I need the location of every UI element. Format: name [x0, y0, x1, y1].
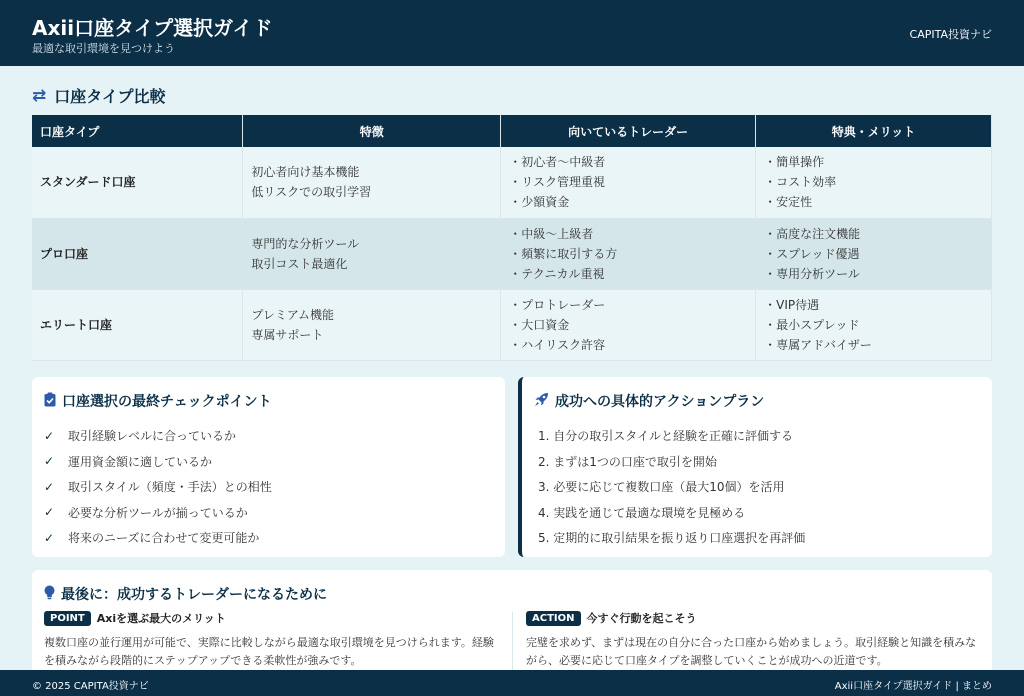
feature-item: 低リスクでの取引学習	[251, 185, 372, 200]
trader-item: ・ ハイリスク許容	[509, 335, 755, 355]
features-cell	[243, 218, 501, 289]
action-column	[526, 610, 986, 670]
checkmark-icon: ✓	[44, 479, 55, 494]
action-heading-text: 今すぐ行動を起こそう	[586, 612, 697, 625]
account-name: エリート口座	[32, 289, 243, 360]
trader-item: ・ 大口資金	[509, 315, 755, 335]
table-row	[32, 218, 992, 289]
page-title: Axii口座タイプ選択ガイド	[32, 16, 273, 40]
feature-item: 専門的な分析ツール	[251, 236, 360, 251]
list-item	[44, 449, 272, 475]
checkpoint-text: 必要な分析ツールが揃っているか	[68, 505, 248, 520]
traders-cell	[501, 218, 756, 289]
list-item: 5. 定期的に取引結果を振り返り口座選択を再評価	[538, 531, 806, 546]
checkpoint-text: 取引スタイル（頻度・手法）との相性	[68, 480, 272, 495]
trader-item: ・ 頻繁に取引する方	[509, 244, 755, 264]
merit-item: ・ 専用分析ツール	[764, 264, 991, 284]
trader-item: ・ 初心者〜中級者	[509, 152, 755, 172]
traders-cell	[501, 289, 756, 360]
trader-item: ・ プロトレーダー	[509, 295, 755, 315]
checkpoint-text: 取引経験レベルに合っているか	[68, 429, 237, 444]
action-plan-list	[538, 423, 805, 551]
footer-copyright: © 2025 CAPITA投資ナビ	[32, 681, 149, 692]
list-item: 3. 必要に応じて複数口座（最大10個）を活用	[538, 480, 785, 495]
account-comparison-table	[32, 115, 992, 361]
final-advice-card	[32, 570, 992, 680]
merit-item: ・ 最小スプレッド	[764, 315, 991, 335]
footer-page-label: Axii口座タイプ選択ガイド | まとめ	[834, 681, 992, 692]
clipboard-check-icon	[44, 392, 56, 411]
point-heading-text: Axiを選ぶ最大のメリット	[96, 612, 226, 625]
column-header: 口座タイプ	[32, 115, 243, 147]
comparison-title-text: 口座タイプ比較	[54, 87, 166, 106]
exchange-arrows-icon: ⇄	[32, 85, 47, 106]
action-body: 完璧を求めず、まずは現在の自分に合った口座から始めましょう。取引経験と知識を積みながら、必要に応じて口座タイプを調整していくことが成功への近道です。	[526, 636, 977, 667]
merits-cell	[756, 289, 992, 360]
checkmark-icon: ✓	[44, 428, 55, 443]
comparison-section-title	[32, 84, 165, 107]
trader-item: ・ テクニカル重視	[509, 264, 755, 284]
action-tag: ACTION	[526, 611, 581, 626]
feature-item: 専属サポート	[251, 327, 324, 342]
checkmark-icon: ✓	[44, 505, 55, 520]
trader-item: ・ 中級〜上級者	[509, 224, 755, 244]
table-row	[32, 289, 992, 360]
column-header: 特典・メリット	[756, 115, 992, 147]
merit-item: ・ 安定性	[764, 192, 991, 212]
action-plan-title-text: 成功への具体的アクションプラン	[555, 394, 765, 410]
table-header-row	[32, 115, 992, 147]
list-item	[44, 474, 272, 500]
merit-item: ・ 簡単操作	[764, 152, 991, 172]
list-item	[44, 525, 272, 551]
column-header: 特徴	[243, 115, 501, 147]
merit-item: ・ コスト効率	[764, 172, 991, 192]
feature-item: プレミアム機能	[251, 307, 335, 322]
checkpoint-list	[44, 423, 272, 551]
column-divider	[512, 612, 513, 672]
merit-item: ・ 高度な注文機能	[764, 224, 991, 244]
features-cell	[243, 147, 501, 218]
feature-item: 初心者向け基本機能	[251, 165, 360, 180]
trader-item: ・ リスク管理重視	[509, 172, 755, 192]
action-plan-title	[534, 391, 764, 411]
merit-item: ・ VIP待遇	[764, 295, 991, 315]
lightbulb-icon	[44, 585, 55, 604]
checkpoints-title	[44, 391, 272, 411]
page-footer	[0, 670, 1024, 696]
point-tag: POINT	[44, 611, 91, 626]
checkpoints-card	[32, 377, 505, 557]
list-item	[44, 500, 272, 526]
final-advice-title	[44, 584, 327, 604]
checkpoint-text: 運用資金額に適しているか	[68, 454, 213, 469]
merits-cell	[756, 218, 992, 289]
account-name: プロ口座	[32, 218, 243, 289]
action-heading	[526, 610, 986, 626]
point-heading	[44, 610, 504, 626]
rocket-icon	[534, 392, 549, 411]
merit-item: ・ スプレッド優遇	[764, 244, 991, 264]
checkpoint-text: 将来のニーズに合わせて変更可能か	[68, 531, 260, 546]
list-item	[44, 423, 272, 449]
table-row	[32, 147, 992, 218]
feature-item: 取引コスト最適化	[251, 256, 348, 271]
checkpoints-title-text: 口座選択の最終チェックポイント	[62, 394, 272, 410]
page-subtitle: 最適な取引環境を見つけよう	[32, 42, 175, 55]
checkmark-icon: ✓	[44, 454, 55, 469]
final-advice-title-text: 最後に：成功するトレーダーになるために	[61, 587, 327, 603]
traders-cell	[501, 147, 756, 218]
brand-name: CAPITA投資ナビ	[909, 28, 992, 41]
list-item: 2. まずは1つの口座で取引を開始	[538, 454, 717, 469]
features-cell	[243, 289, 501, 360]
merit-item: ・ 専属アドバイザー	[764, 335, 991, 355]
list-item: 4. 実践を通じて最適な環境を見極める	[538, 505, 746, 520]
list-item: 1. 自分の取引スタイルと経験を正確に評価する	[538, 429, 794, 444]
account-name: スタンダード口座	[32, 147, 243, 218]
column-header: 向いているトレーダー	[501, 115, 756, 147]
action-plan-card	[518, 377, 992, 557]
point-column	[44, 610, 504, 670]
merits-cell	[756, 147, 992, 218]
point-body: 複数口座の並行運用が可能で、実際に比較しながら最適な取引環境を見つけられます。経験を積みながら段階的にステップアップできる柔軟性が強みです。	[44, 636, 494, 667]
checkmark-icon: ✓	[44, 530, 55, 545]
page-header	[0, 0, 1024, 66]
trader-item: ・ 少額資金	[509, 192, 755, 212]
